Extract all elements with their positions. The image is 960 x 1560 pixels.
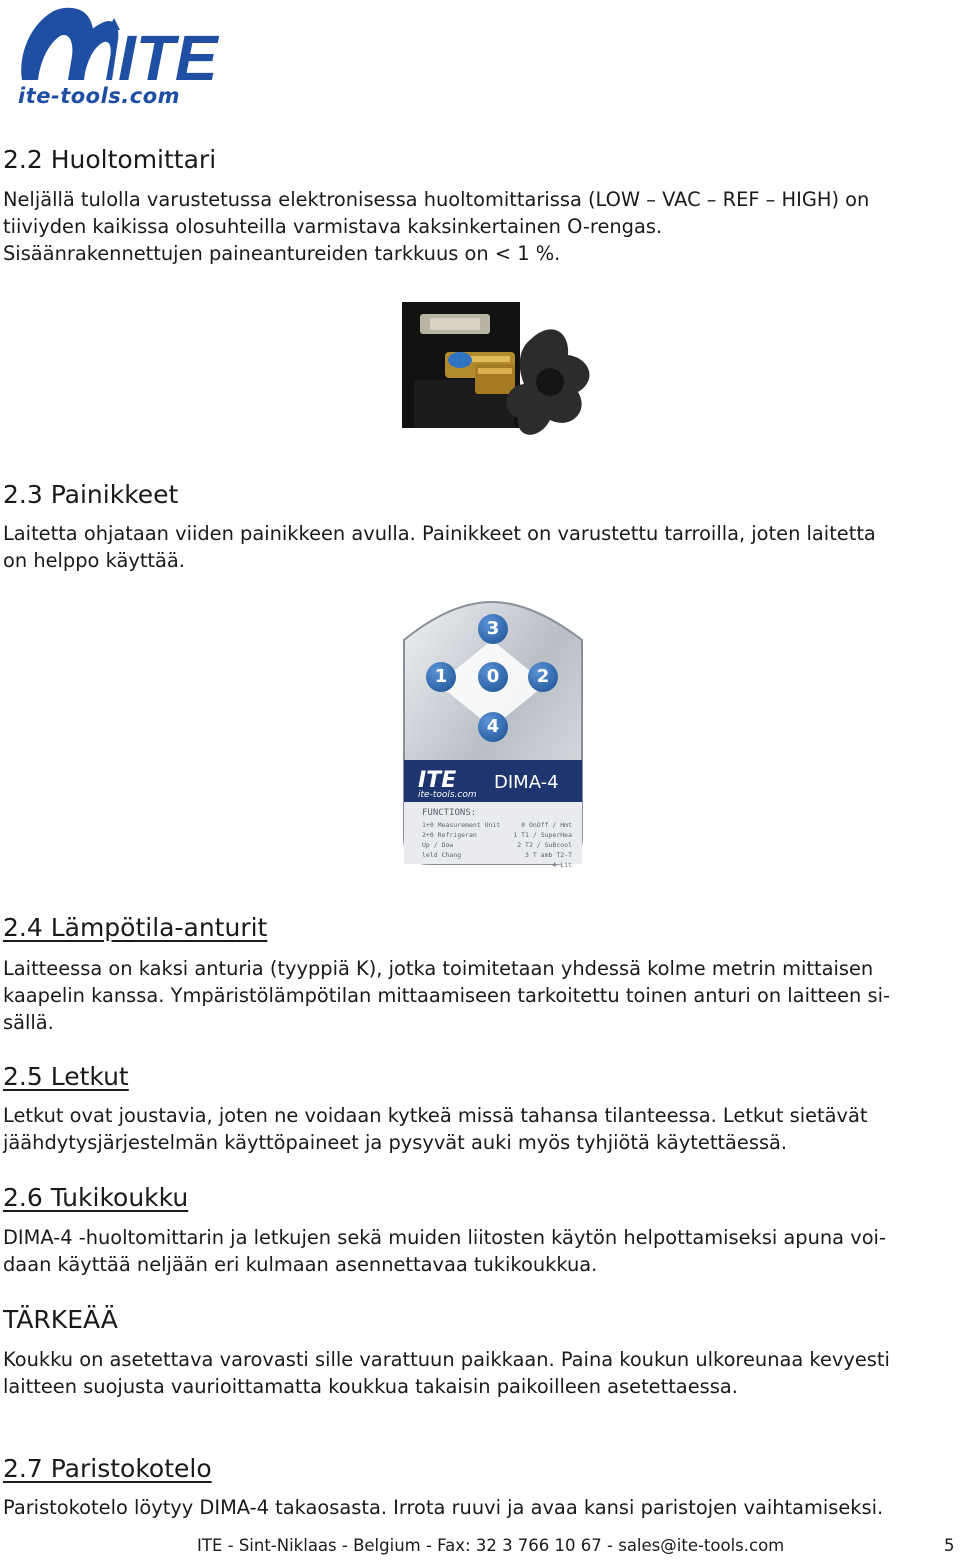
functions-row: Up / Dow 2 T2 / SuBcool bbox=[422, 841, 572, 849]
important-title: TÄRKEÄÄ bbox=[3, 1305, 118, 1334]
page-number: 5 bbox=[944, 1536, 955, 1555]
section-text-painikkeet bbox=[3, 520, 958, 574]
keypad-button-1: 1 bbox=[426, 662, 456, 692]
text-line: on helppo käyttää. bbox=[3, 549, 185, 572]
section-text-huoltomittari bbox=[3, 186, 958, 267]
text-line: laitteen suojusta vaurioittamatta koukkua takaisin paikoilleen asetettaessa. bbox=[3, 1375, 738, 1398]
section-title-huoltomittari: 2.2 Huoltomittari bbox=[3, 145, 217, 174]
functions-row: 2+0 Refrigeran 1 T1 / SuperHea bbox=[422, 831, 572, 839]
text-line: daan käyttää neljään eri kulmaan asennettavaa tukikoukkua. bbox=[3, 1253, 598, 1276]
section-text-paristokotelo bbox=[3, 1494, 958, 1521]
section-text-tukikoukku bbox=[3, 1224, 958, 1278]
text-line: sällä. bbox=[3, 1011, 54, 1034]
section-title-lampotila-anturit: 2.4 Lämpötila-anturit bbox=[3, 913, 268, 942]
keypad-button-0: 0 bbox=[478, 662, 508, 692]
keypad-model: DIMA-4 bbox=[494, 772, 559, 793]
keypad-button-3: 3 bbox=[478, 614, 508, 644]
keypad-url: ite-tools.com bbox=[418, 790, 477, 800]
logo-wordmark: ITE bbox=[118, 22, 218, 90]
page-footer: ITE - Sint-Niklaas - Belgium - Fax: 32 3 766 10 67 - sales@ite-tools.com bbox=[197, 1536, 785, 1555]
section-title-letkut: 2.5 Letkut bbox=[3, 1062, 129, 1091]
valve-photo bbox=[400, 300, 600, 450]
functions-title: FUNCTIONS: bbox=[422, 808, 477, 818]
functions-row: 1+0 Measurement Unit 0 OnOff / Hmt bbox=[422, 821, 572, 829]
text-line: Letkut ovat joustavia, joten ne voidaan kytkeä missä tahansa tilanteessa. Letkut sietävät bbox=[3, 1104, 868, 1127]
text-line: tiiviyden kaikissa olosuhteilla varmistava kaksinkertainen O-rengas. bbox=[3, 215, 663, 238]
section-text-lampotila-anturit bbox=[3, 955, 958, 1036]
section-title-tukikoukku: 2.6 Tukikoukku bbox=[3, 1183, 189, 1212]
text-line: jäähdytysjärjestelmän käyttöpaineet ja pysyvät auki myös tyhjiötä käytettäessä. bbox=[3, 1131, 788, 1154]
logo-url: ite-tools.com bbox=[18, 84, 181, 108]
keypad-button-2: 2 bbox=[528, 662, 558, 692]
section-title-painikkeet: 2.3 Painikkeet bbox=[3, 480, 179, 509]
ite-logo-icon bbox=[0, 0, 260, 90]
functions-table bbox=[422, 820, 572, 870]
text-line: DIMA-4 -huoltomittarin ja letkujen sekä muiden liitosten käytön helpottamiseksi apuna voi- bbox=[3, 1226, 886, 1249]
text-line: kaapelin kanssa. Ympäristölämpötilan mittaamiseen tarkoitettu toinen anturi on laitteen si- bbox=[3, 984, 890, 1007]
text-line: Koukku on asetettava varovasti sille varattuun paikkaan. Paina koukun ulkoreunaa kevyesti bbox=[3, 1348, 890, 1371]
text-line: Paristokotelo löytyy DIMA-4 takaosasta. Irrota ruuvi ja avaa kansi paristojen vaihtamiseksi. bbox=[3, 1496, 884, 1519]
functions-row: leld Chang 3 T amb T2-T bbox=[422, 851, 572, 859]
keypad-label bbox=[396, 600, 588, 868]
text-line: Laitetta ohjataan viiden painikkeen avulla. Painikkeet on varustettu tarroilla, joten laitetta bbox=[3, 522, 876, 545]
text-line: Sisäänrakennettujen paineantureiden tarkkuus on < 1 %. bbox=[3, 242, 561, 265]
keypad-brand: ITE bbox=[418, 768, 457, 793]
keypad-button-4: 4 bbox=[478, 712, 508, 742]
important-text bbox=[3, 1346, 958, 1400]
text-line: Neljällä tulolla varustetussa elektronisessa huoltomittarissa (LOW – VAC – REF – HIGH) on bbox=[3, 188, 870, 211]
text-line: Laitteessa on kaksi anturia (tyyppiä K), jotka toimitetaan yhdessä kolme metrin mittaisen bbox=[3, 957, 874, 980]
functions-row: 4 Lit bbox=[552, 861, 572, 869]
section-text-letkut bbox=[3, 1102, 958, 1156]
section-title-paristokotelo: 2.7 Paristokotelo bbox=[3, 1454, 212, 1483]
